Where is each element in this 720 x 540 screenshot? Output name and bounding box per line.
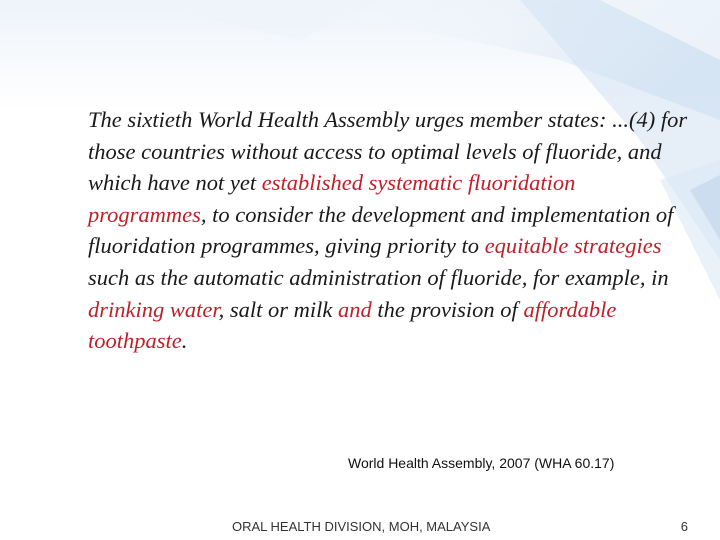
quote-text: , salt or milk	[218, 296, 339, 322]
quote-text: the provision of	[371, 296, 524, 322]
footer-organization: ORAL HEALTH DIVISION, MOH, MALAYSIA	[232, 519, 491, 534]
highlighted-phrase: and	[338, 296, 372, 322]
quote-text: such as the automatic administration of fluoride, for example, in	[88, 264, 669, 290]
wha-resolution-quote	[88, 104, 688, 357]
quote-text: , to consider the development and implementation of fluoridation programmes, giving priority to	[88, 201, 674, 259]
slide-number: 6	[680, 519, 688, 534]
highlighted-phrase: established systematic fluoridation programmes	[88, 170, 576, 227]
quote-text: The sixtieth World Health Assembly urges member states: ...(4) for those countries without access to optimal levels of fluoride, and which have not yet	[88, 107, 688, 196]
citation: World Health Assembly, 2007 (WHA 60.17)	[348, 455, 615, 471]
highlighted-phrase: equitable strategies	[484, 233, 662, 259]
highlighted-phrase: affordable toothpaste	[88, 296, 617, 354]
highlighted-phrase: drinking water	[88, 296, 219, 322]
quote-text: .	[181, 328, 188, 354]
